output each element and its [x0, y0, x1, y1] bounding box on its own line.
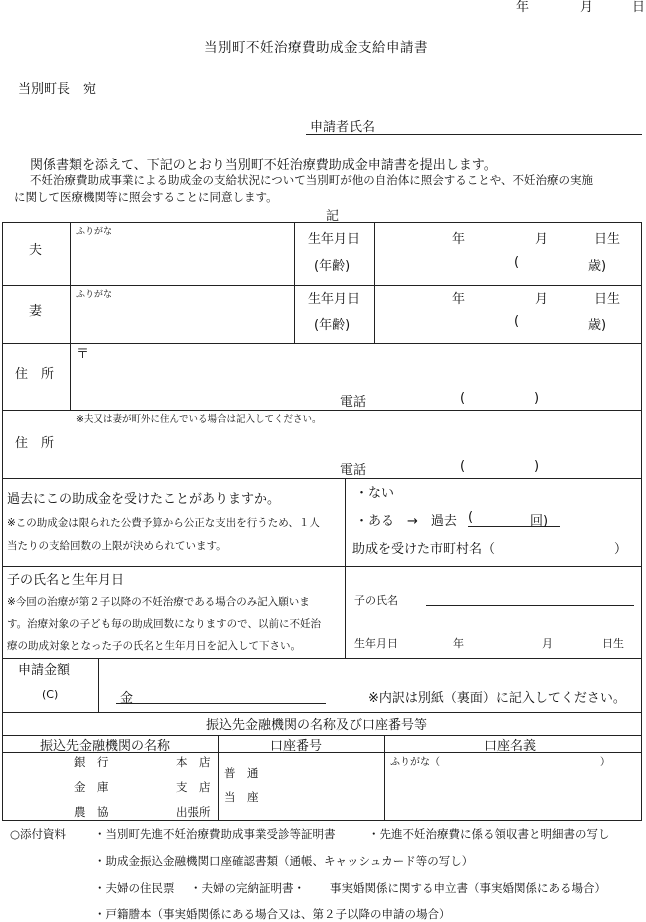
- addressee: 当別町長 宛: [18, 82, 97, 97]
- address2-label: 住 所: [15, 436, 55, 451]
- past-question: 過去にこの助成金を受けたことがありますか。: [7, 492, 281, 507]
- past-city-field[interactable]: [500, 538, 610, 554]
- husband-dob-label: 生年月日: [308, 232, 361, 247]
- husband-age-label: (年齢): [314, 259, 351, 274]
- past-note-2: 当たりの支給回数の上限が決められています。: [7, 540, 227, 552]
- attachment-item: ・当別町先進不妊治療費助成事業受診等証明書: [94, 827, 336, 841]
- attachment-item: ・夫婦の完納証明書・: [190, 881, 305, 895]
- wife-label: 妻: [29, 304, 43, 319]
- wife-name-field[interactable]: [72, 298, 292, 342]
- bank-col-name: 振込先金融機関の名称: [40, 739, 171, 754]
- applicant-name-line[interactable]: [306, 134, 642, 135]
- amount-yen-label: 金: [120, 691, 134, 706]
- husband-day-label: 日生: [594, 232, 621, 247]
- past-note-1: ※この助成金は限られた公費予算から公正な支出を行うため、１人: [7, 517, 320, 529]
- attachment-item: ・先進不妊治療費に係る領収書と明細書の写し: [368, 827, 610, 841]
- past-times-unit: 回): [530, 514, 549, 529]
- attachment-item: ・助成金振込金融機関口座確認書類（通帳、キャッシュカード等の写し）: [94, 854, 474, 868]
- past-option-no[interactable]: ・ない: [355, 486, 395, 501]
- address1-field[interactable]: [92, 346, 638, 386]
- wife-day-label: 日生: [594, 292, 621, 307]
- past-city-label: 助成を受けた市町村名（: [352, 542, 496, 557]
- husband-year-label: 年: [452, 232, 466, 247]
- account-holder-field[interactable]: [388, 770, 638, 816]
- bank-col-number: 口座番号: [270, 739, 323, 754]
- form-title: 当別町不妊治療費助成金支給申請書: [204, 40, 428, 56]
- child-name-line[interactable]: [426, 605, 634, 606]
- husband-age-paren: (: [514, 255, 520, 270]
- bank-heading: 振込先金融機関の名称及び口座番号等: [206, 718, 428, 733]
- husband-label: 夫: [29, 243, 43, 258]
- amount-label: 申請金額: [18, 663, 71, 678]
- attachment-item: ・夫婦の住民票: [94, 881, 175, 895]
- past-times-field[interactable]: [468, 510, 560, 527]
- child-name-label: 子の氏名: [354, 594, 398, 607]
- date-day-label: 日: [632, 0, 646, 15]
- bank-name-field[interactable]: [6, 756, 70, 816]
- child-year-label: 年: [453, 637, 464, 650]
- address1-label: 住 所: [15, 367, 55, 382]
- bank-type-nokyo: 農 協: [74, 805, 109, 819]
- intro-line-2: 不妊治療費助成事業による助成金の支給状況について当別町が他の自治体に照会することや、不妊治療の実施: [30, 173, 594, 187]
- wife-dob-label: 生年月日: [308, 292, 361, 307]
- bank-branch-main: 本 店: [176, 755, 211, 769]
- intro-line-3: に関して医療機関等に照会することに同意します。: [14, 190, 278, 204]
- husband-furigana-label: ふりがな: [76, 227, 113, 237]
- bank-branch-branch: 支 店: [176, 780, 211, 794]
- account-type-current[interactable]: 当 座: [224, 790, 259, 804]
- amount-line[interactable]: [116, 703, 326, 704]
- wife-furigana-label: ふりがな: [76, 290, 113, 300]
- husband-month-label: 月: [535, 232, 549, 247]
- postal-mark: 〒: [76, 347, 90, 362]
- date-month-label: 月: [580, 0, 594, 15]
- address1-phone-close: ): [534, 391, 540, 406]
- husband-age-unit: 歳): [588, 259, 607, 274]
- bank-branch-office: 出張所: [176, 805, 211, 819]
- applicant-name-label: 申請者氏名: [310, 120, 376, 135]
- date-year-label: 年: [516, 0, 530, 15]
- past-option-yes[interactable]: ・ある → 過去: [355, 514, 457, 529]
- past-city-close: ）: [614, 542, 628, 557]
- attachment-item: ・戸籍謄本（事実婚関係にある場合又は、第２子以降の申請の場合）: [94, 907, 451, 921]
- attachments-label: ○添付資料: [10, 827, 67, 841]
- wife-month-label: 月: [535, 292, 549, 307]
- child-day-label: 日生: [602, 637, 624, 650]
- child-dob-label: 生年月日: [354, 637, 398, 650]
- address2-field[interactable]: [74, 426, 638, 456]
- child-title: 子の氏名と生年月日: [7, 573, 125, 588]
- wife-age-unit: 歳): [588, 318, 607, 333]
- child-note-1: ※今回の治療が第２子以降の不妊治療である場合のみ記入願いま: [7, 596, 310, 608]
- address1-phone-label: 電話: [340, 395, 367, 410]
- bank-type-bank: 銀 行: [74, 755, 109, 769]
- address2-note: ※夫又は妻が町外に住んでいる場合は記入してください。: [76, 414, 322, 425]
- bank-col-holder: 口座名義: [484, 739, 537, 754]
- child-month-label: 月: [542, 637, 553, 650]
- attachment-item: 事実婚関係に関する申立書（事実婚関係にある場合）: [330, 881, 606, 895]
- address2-phone-open: (: [460, 459, 466, 474]
- past-times-open: (: [468, 510, 474, 525]
- address1-phone-open: (: [460, 391, 466, 406]
- ki-label: 記: [326, 209, 340, 224]
- address2-phone-close: ): [534, 459, 540, 474]
- amount-note: ※内訳は別紙（裏面）に記入してください。: [368, 691, 626, 706]
- address2-phone-label: 電話: [340, 463, 367, 478]
- husband-name-field[interactable]: [72, 236, 292, 283]
- child-note-3: 療の助成対象となった子の氏名と生年月日を記入して下さい。: [7, 640, 301, 652]
- account-number-field[interactable]: [270, 756, 380, 816]
- child-note-2: す。治療対象の子ども毎の助成回数になりますので、以前に不妊治: [7, 618, 321, 630]
- wife-age-label: (年齢): [314, 318, 351, 333]
- intro-line-1: 関係書類を添えて、下記のとおり当別町不妊治療費助成金申請書を提出します。: [30, 158, 497, 173]
- wife-year-label: 年: [452, 292, 466, 307]
- bank-type-shinkin: 金 庫: [74, 780, 109, 794]
- holder-furigana-close: ）: [600, 757, 610, 768]
- wife-age-paren: (: [514, 314, 520, 329]
- account-type-ordinary[interactable]: 普 通: [224, 766, 259, 780]
- amount-code: (C): [42, 688, 59, 701]
- holder-furigana-label: ふりがな（: [390, 757, 440, 768]
